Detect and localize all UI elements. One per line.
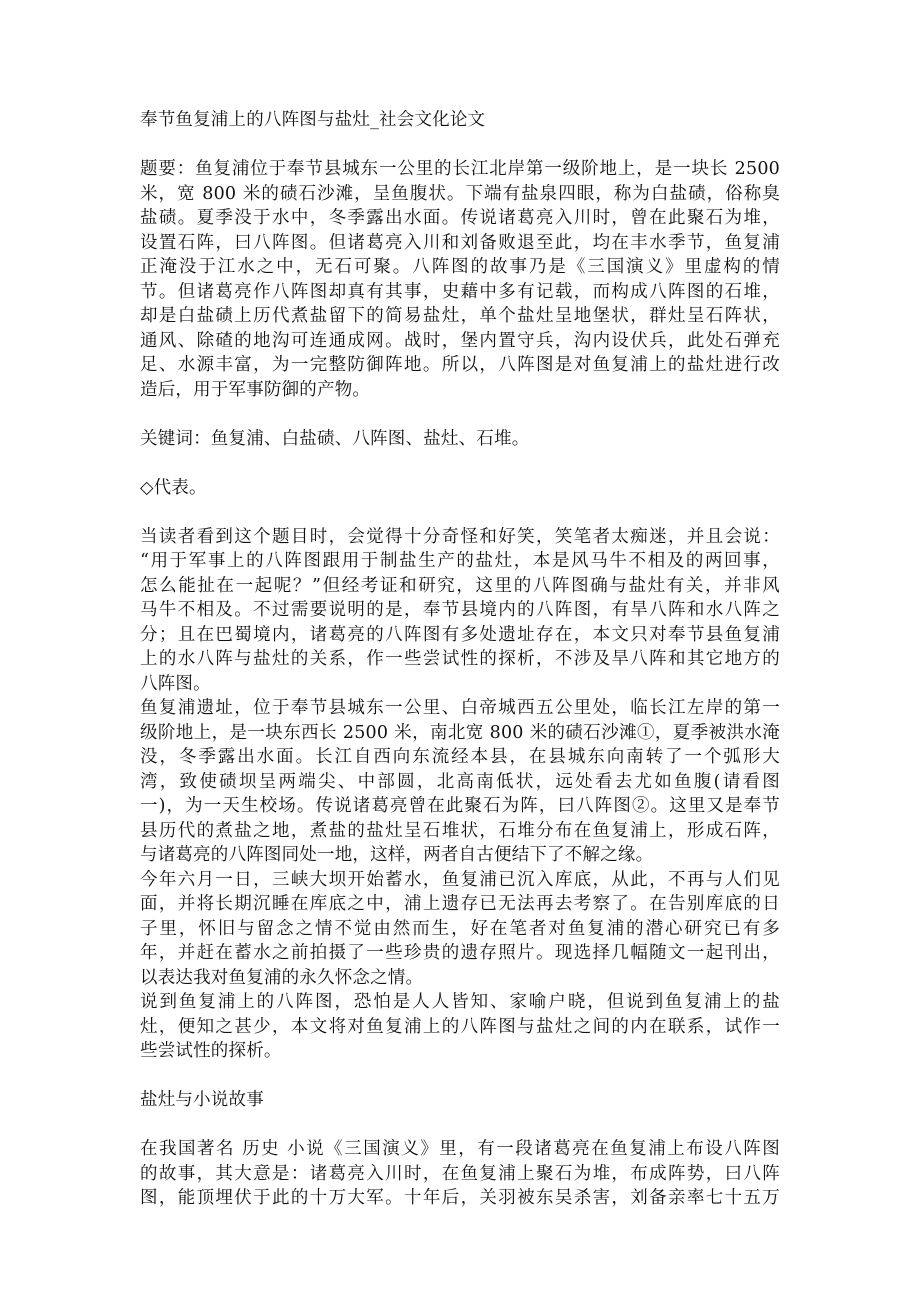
text-line: 在我国著名 历史 小说《三国演义》里，有一段诸葛亮在鱼复浦上布设八阵图 bbox=[140, 1139, 780, 1159]
text-line: 灶，便知之甚少，本文将对鱼复浦上的八阵图与盐灶之间的内在联系，试作一 bbox=[140, 1016, 780, 1037]
text-line: 湾，致使碛坝呈两端尖、中部圆，北高南低状，远处看去尤如鱼腹(请看图 bbox=[140, 771, 780, 792]
abstract-paragraph bbox=[140, 157, 780, 402]
text-line: 鱼复浦遗址，位于奉节县城东一公里、白帝城西五公里处，临长江左岸的第一 bbox=[140, 698, 780, 718]
text-line: 米，宽 800 米的碛石沙滩，呈鱼腹状。下端有盐泉四眼，称为白盐碛，俗称臭 bbox=[140, 183, 780, 204]
text-line: 通风、除碴的地沟可连通成网。战时，堡内置守兵，沟内设伏兵，此处石弹充 bbox=[140, 330, 780, 351]
text-line: 八阵图。 bbox=[140, 673, 211, 694]
text-line: 没，冬季露出水面。长江自西向东流经本县，在县城东向南转了一个弧形大 bbox=[140, 747, 780, 767]
author-line: ◇代表。 bbox=[140, 477, 207, 498]
text-line: 的故事，其大意是：诸葛亮入川时，在鱼复浦上聚石为堆，布成阵势，曰八阵 bbox=[140, 1163, 780, 1184]
text-line: 说到鱼复浦上的八阵图，恐怕是人人皆知、家喻户晓，但说到鱼复浦上的盐 bbox=[140, 992, 780, 1012]
spacer bbox=[140, 1113, 780, 1138]
text-line: 今年六月一日，三峡大坝开始蓄水，鱼复浦已沉入库底，从此，不再与人们见 bbox=[140, 869, 780, 890]
text-line: 正淹没于江水之中，无石可聚。八阵图的故事乃是《三国演义》里虚构的情 bbox=[140, 257, 780, 277]
body-paragraph bbox=[140, 525, 780, 697]
text-line: 子里，怀旧与留念之情不觉由然而生，好在笔者对鱼复浦的潜心研究已有多 bbox=[140, 918, 780, 939]
text-line: 却是白盐碛上历代煮盐留下的简易盐灶，单个盐灶呈地堡状，群灶呈石阵状， bbox=[140, 306, 780, 326]
body-paragraph bbox=[140, 696, 780, 868]
text-line: 以表达我对鱼复浦的永久怀念之情。 bbox=[140, 967, 424, 988]
text-line: 面，并将长期沉睡在库底之中，浦上遗存已无法再去考察了。在告别库底的日 bbox=[140, 894, 780, 914]
text-line: 一)，为一天生校场。传说诸葛亮曾在此聚石为阵，曰八阵图②。这里又是奉节 bbox=[140, 796, 780, 816]
text-line: 当读者看到这个题目时，会觉得十分奇怪和好笑，笑笔者太痴迷，并且会说： bbox=[140, 526, 780, 547]
body-paragraph bbox=[140, 990, 780, 1064]
spacer bbox=[140, 1064, 780, 1089]
text-line: 年，并赶在蓄水之前拍摄了一些珍贵的遗存照片。现选择几幅随文一起刊出， bbox=[140, 943, 780, 963]
text-line: 盐碛。夏季没于水中，冬季露出水面。传说诸葛亮入川时，曾在此聚石为堆， bbox=[140, 208, 780, 228]
text-line: 上的水八阵与盐灶的关系，作一些尝试性的探析，不涉及旱八阵和其它地方的 bbox=[140, 649, 780, 669]
body-paragraph bbox=[140, 868, 780, 991]
text-line: 图，能顶埋伏于此的十万大军。十年后，关羽被东吴杀害，刘备亲率七十五万 bbox=[140, 1188, 780, 1208]
text-line: 节。但诸葛亮作八阵图却真有其事，史藉中多有记载，而构成八阵图的石堆， bbox=[140, 281, 780, 302]
spacer bbox=[140, 500, 780, 525]
section-heading: 盐灶与小说故事 bbox=[140, 1090, 264, 1110]
text-line: 县历代的煮盐之地，煮盐的盐灶呈石堆状，石堆分布在鱼复浦上，形成石阵， bbox=[140, 820, 780, 841]
spacer bbox=[140, 402, 780, 427]
text-line: 级阶地上，是一块东西长 2500 米，南北宽 800 米的碛石沙滩①，夏季被洪水淹 bbox=[140, 722, 780, 743]
body-paragraph bbox=[140, 1137, 780, 1211]
text-line: 与诸葛亮的八阵图同处一地，这样，两者自古便结下了不解之缘。 bbox=[140, 845, 654, 865]
text-line: 造后，用于军事防御的产物。 bbox=[140, 379, 371, 400]
text-line: 怎么能扯在一起呢？”但经考证和研究，这里的八阵图确与盐灶有关，并非风 bbox=[140, 575, 780, 596]
text-line: 足、水源丰富，为一完整防御阵地。所以，八阵图是对鱼复浦上的盐灶进行改 bbox=[140, 355, 780, 375]
text-line: 题要：鱼复浦位于奉节县城东一公里的长江北岸第一级阶地上，是一块长 2500 bbox=[140, 159, 780, 179]
text-line: 分；且在巴蜀境内，诸葛亮的八阵图有多处遗址存在，本文只对奉节县鱼复浦 bbox=[140, 624, 780, 645]
spacer bbox=[140, 451, 780, 476]
spacer bbox=[140, 133, 780, 158]
document-title: 奉节鱼复浦上的八阵图与盐灶_社会文化论文 bbox=[140, 110, 486, 130]
document-page bbox=[140, 108, 780, 1211]
text-line: 些尝试性的探析。 bbox=[140, 1041, 282, 1061]
text-line: 设置石阵，曰八阵图。但诸葛亮入川和刘备败退至此，均在丰水季节，鱼复浦 bbox=[140, 232, 780, 253]
keywords: 关键词：鱼复浦、白盐碛、八阵图、盐灶、石堆。 bbox=[140, 428, 530, 449]
text-line: “用于军事上的八阵图跟用于制盐生产的盐灶，本是风马牛不相及的两回事， bbox=[140, 551, 780, 571]
text-line: 马牛不相及。不过需要说明的是，奉节县境内的八阵图，有旱八阵和水八阵之 bbox=[140, 600, 780, 620]
